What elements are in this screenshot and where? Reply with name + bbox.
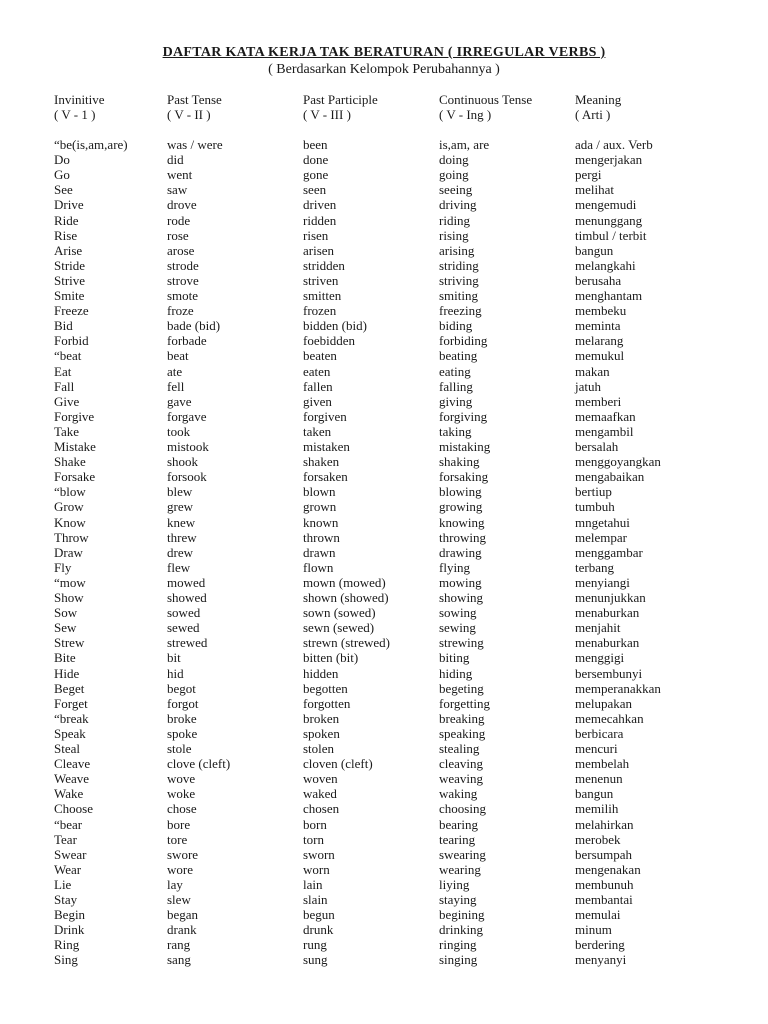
cell-infinitive: Forbid xyxy=(54,333,89,348)
cell-past-tense: drank xyxy=(167,922,197,937)
cell-meaning: menenun xyxy=(575,771,623,786)
cell-continuous-tense: begining xyxy=(439,907,485,922)
cell-meaning: melarang xyxy=(575,333,624,348)
cell-meaning: mengambil xyxy=(575,424,634,439)
cell-continuous-tense: swearing xyxy=(439,847,486,862)
cell-meaning: membeku xyxy=(575,303,627,318)
cell-infinitive: Begin xyxy=(54,907,86,922)
cell-past-participle: drunk xyxy=(303,922,334,937)
cell-past-participle: forsaken xyxy=(303,469,348,484)
cell-meaning: membunuh xyxy=(575,877,634,892)
cell-meaning: memulai xyxy=(575,907,621,922)
cell-past-participle: frozen xyxy=(303,303,337,318)
cell-infinitive: Swear xyxy=(54,847,87,862)
cell-meaning: mencuri xyxy=(575,741,618,756)
cell-meaning: melahirkan xyxy=(575,817,634,832)
cell-past-participle: spoken xyxy=(303,726,340,741)
cell-meaning: bangun xyxy=(575,786,614,801)
header-meaning-code: ( Arti ) xyxy=(575,107,611,122)
cell-continuous-tense: eating xyxy=(439,364,471,379)
cell-continuous-tense: forsaking xyxy=(439,469,489,484)
cell-continuous-tense: wearing xyxy=(439,862,481,877)
cell-past-tense: smote xyxy=(167,288,199,303)
cell-continuous-tense: biding xyxy=(439,318,473,333)
cell-meaning: pergi xyxy=(575,167,602,182)
cell-past-tense: forsook xyxy=(167,469,207,484)
cell-meaning: membelah xyxy=(575,756,630,771)
cell-past-tense: wove xyxy=(167,771,196,786)
cell-past-tense: spoke xyxy=(167,726,198,741)
cell-infinitive: Wake xyxy=(54,786,84,801)
cell-past-participle: risen xyxy=(303,228,329,243)
cell-infinitive: Drink xyxy=(54,922,85,937)
cell-past-participle: blown xyxy=(303,484,336,499)
cell-past-tense: shook xyxy=(167,454,199,469)
cell-infinitive: Grow xyxy=(54,499,84,514)
cell-meaning: meminta xyxy=(575,318,621,333)
cell-infinitive: Freeze xyxy=(54,303,89,318)
cell-past-tense: chose xyxy=(167,801,197,816)
cell-past-tense: saw xyxy=(167,182,188,197)
cell-past-participle: born xyxy=(303,817,327,832)
cell-meaning: timbul / terbit xyxy=(575,228,647,243)
cell-continuous-tense: drawing xyxy=(439,545,482,560)
cell-past-participle: torn xyxy=(303,832,324,847)
cell-past-tense: sowed xyxy=(167,605,201,620)
cell-infinitive: Rise xyxy=(54,228,78,243)
cell-past-tense: did xyxy=(167,152,184,167)
cell-infinitive: Fall xyxy=(54,379,75,394)
cell-continuous-tense: weaving xyxy=(439,771,484,786)
cell-past-tense: froze xyxy=(167,303,194,318)
header-infinitive-code: ( V - 1 ) xyxy=(54,107,96,122)
cell-continuous-tense: singing xyxy=(439,952,478,967)
cell-infinitive: Beget xyxy=(54,681,85,696)
cell-past-participle: begun xyxy=(303,907,335,922)
cell-continuous-tense: hiding xyxy=(439,666,473,681)
cell-past-tense: drew xyxy=(167,545,193,560)
cell-infinitive: “mow xyxy=(54,575,86,590)
header-continuous-tense-label: Continuous Tense xyxy=(439,92,533,107)
cell-continuous-tense: drinking xyxy=(439,922,484,937)
cell-past-participle: worn xyxy=(303,862,330,877)
cell-meaning: berusaha xyxy=(575,273,622,288)
cell-infinitive: See xyxy=(54,182,73,197)
cell-past-participle: fallen xyxy=(303,379,333,394)
cell-continuous-tense: rising xyxy=(439,228,469,243)
cell-past-participle: smitten xyxy=(303,288,342,303)
cell-past-tense: showed xyxy=(167,590,207,605)
cell-meaning: memecahkan xyxy=(575,711,644,726)
cell-infinitive: Arise xyxy=(54,243,83,258)
cell-past-participle: hidden xyxy=(303,666,339,681)
cell-infinitive: Throw xyxy=(54,530,89,545)
cell-meaning: makan xyxy=(575,364,610,379)
cell-past-participle: drawn xyxy=(303,545,336,560)
cell-continuous-tense: begeting xyxy=(439,681,484,696)
cell-past-participle: shown (showed) xyxy=(303,590,389,605)
cell-past-tense: stole xyxy=(167,741,192,756)
cell-infinitive: Sing xyxy=(54,952,78,967)
header-past-participle-label: Past Participle xyxy=(303,92,378,107)
cell-past-tense: rose xyxy=(167,228,189,243)
cell-continuous-tense: striving xyxy=(439,273,479,288)
cell-meaning: mengemudi xyxy=(575,197,637,212)
cell-continuous-tense: striding xyxy=(439,258,479,273)
cell-infinitive: Forget xyxy=(54,696,88,711)
cell-infinitive: Mistake xyxy=(54,439,96,454)
cell-continuous-tense: breaking xyxy=(439,711,485,726)
cell-past-tense: went xyxy=(167,167,193,182)
cell-infinitive: Tear xyxy=(54,832,77,847)
cell-infinitive: Shake xyxy=(54,454,86,469)
cell-meaning: memberi xyxy=(575,394,622,409)
cell-continuous-tense: showing xyxy=(439,590,484,605)
cell-meaning: melihat xyxy=(575,182,614,197)
cell-infinitive: Take xyxy=(54,424,80,439)
cell-continuous-tense: sewing xyxy=(439,620,476,635)
cell-past-tense: rang xyxy=(167,937,191,952)
cell-meaning: menyanyi xyxy=(575,952,627,967)
cell-meaning: mengenakan xyxy=(575,862,641,877)
cell-infinitive: “be(is,am,are) xyxy=(54,137,128,152)
cell-past-participle: gone xyxy=(303,167,329,182)
cell-infinitive: Bite xyxy=(54,650,76,665)
cell-continuous-tense: biting xyxy=(439,650,470,665)
cell-past-tense: strove xyxy=(167,273,199,288)
cell-meaning: mengabaikan xyxy=(575,469,645,484)
cell-infinitive: Hide xyxy=(54,666,80,681)
cell-past-participle: beaten xyxy=(303,348,337,363)
cell-past-tense: mowed xyxy=(167,575,206,590)
cell-past-tense: fell xyxy=(167,379,185,394)
cell-past-participle: striven xyxy=(303,273,339,288)
cell-past-participle: rung xyxy=(303,937,327,952)
cell-past-participle: flown xyxy=(303,560,334,575)
cell-continuous-tense: is,am, are xyxy=(439,137,490,152)
cell-continuous-tense: freezing xyxy=(439,303,482,318)
cell-infinitive: Eat xyxy=(54,364,72,379)
cell-past-participle: bitten (bit) xyxy=(303,650,359,665)
cell-infinitive: Give xyxy=(54,394,80,409)
cell-past-participle: stolen xyxy=(303,741,335,756)
cell-meaning: melempar xyxy=(575,530,627,545)
cell-past-tense: strode xyxy=(167,258,199,273)
cell-continuous-tense: bearing xyxy=(439,817,478,832)
cell-past-tense: strewed xyxy=(167,635,208,650)
cell-meaning: menggigi xyxy=(575,650,625,665)
cell-past-participle: arisen xyxy=(303,243,335,258)
cell-continuous-tense: speaking xyxy=(439,726,486,741)
cell-past-participle: mistaken xyxy=(303,439,350,454)
cell-meaning: menunggang xyxy=(575,213,643,228)
cell-past-tense: blew xyxy=(167,484,193,499)
cell-past-participle: sown (sowed) xyxy=(303,605,376,620)
cell-infinitive: Ride xyxy=(54,213,79,228)
cell-meaning: menjahit xyxy=(575,620,621,635)
cell-past-tense: wore xyxy=(167,862,193,877)
cell-past-participle: grown xyxy=(303,499,337,514)
cell-continuous-tense: liying xyxy=(439,877,470,892)
cell-infinitive: Ring xyxy=(54,937,80,952)
header-past-participle-code: ( V - III ) xyxy=(303,107,351,122)
cell-past-participle: given xyxy=(303,394,332,409)
cell-meaning: bersembunyi xyxy=(575,666,643,681)
cell-continuous-tense: choosing xyxy=(439,801,486,816)
cell-past-tense: drove xyxy=(167,197,197,212)
cell-meaning: bertiup xyxy=(575,484,612,499)
cell-past-tense: rode xyxy=(167,213,191,228)
cell-past-tense: knew xyxy=(167,515,196,530)
cell-meaning: menggambar xyxy=(575,545,643,560)
cell-past-tense: mistook xyxy=(167,439,209,454)
header-infinitive-label: Invinitive xyxy=(54,92,105,107)
cell-continuous-tense: strewing xyxy=(439,635,484,650)
header-past-tense-code: ( V - II ) xyxy=(167,107,211,122)
cell-infinitive: Bid xyxy=(54,318,73,333)
cell-meaning: berbicara xyxy=(575,726,624,741)
cell-past-tense: beat xyxy=(167,348,189,363)
cell-past-tense: woke xyxy=(167,786,196,801)
cell-infinitive: Stay xyxy=(54,892,78,907)
cell-infinitive: Strew xyxy=(54,635,85,650)
cell-meaning: bangun xyxy=(575,243,614,258)
cell-continuous-tense: giving xyxy=(439,394,473,409)
cell-continuous-tense: knowing xyxy=(439,515,485,530)
cell-past-participle: taken xyxy=(303,424,332,439)
cell-past-tense: hid xyxy=(167,666,184,681)
cell-continuous-tense: waking xyxy=(439,786,478,801)
cell-meaning: menyiangi xyxy=(575,575,630,590)
cell-past-participle: ridden xyxy=(303,213,337,228)
cell-past-tense: ate xyxy=(167,364,183,379)
cell-continuous-tense: smiting xyxy=(439,288,479,303)
cell-infinitive: Strive xyxy=(54,273,86,288)
cell-meaning: berdering xyxy=(575,937,625,952)
cell-infinitive: Sew xyxy=(54,620,77,635)
cell-meaning: menaburkan xyxy=(575,605,640,620)
cell-past-participle: eaten xyxy=(303,364,331,379)
header-meaning-label: Meaning xyxy=(575,92,622,107)
cell-meaning: bersalah xyxy=(575,439,619,454)
cell-past-participle: cloven (cleft) xyxy=(303,756,373,771)
cell-continuous-tense: ringing xyxy=(439,937,477,952)
cell-continuous-tense: stealing xyxy=(439,741,480,756)
cell-infinitive: “beat xyxy=(54,348,82,363)
cell-past-tense: forbade xyxy=(167,333,207,348)
cell-past-participle: done xyxy=(303,152,329,167)
cell-continuous-tense: tearing xyxy=(439,832,476,847)
cell-infinitive: Go xyxy=(54,167,70,182)
cell-past-participle: been xyxy=(303,137,328,152)
cell-continuous-tense: beating xyxy=(439,348,478,363)
cell-meaning: menghantam xyxy=(575,288,643,303)
cell-continuous-tense: mowing xyxy=(439,575,482,590)
header-past-tense-label: Past Tense xyxy=(167,92,222,107)
cell-past-tense: was / were xyxy=(167,137,223,152)
cell-meaning: jatuh xyxy=(575,379,601,394)
cell-meaning: memaafkan xyxy=(575,409,636,424)
cell-infinitive: Draw xyxy=(54,545,83,560)
cell-infinitive: Know xyxy=(54,515,86,530)
cell-past-participle: sewn (sewed) xyxy=(303,620,375,635)
cell-continuous-tense: doing xyxy=(439,152,469,167)
cell-past-tense: forgot xyxy=(167,696,199,711)
cell-past-participle: known xyxy=(303,515,339,530)
cell-continuous-tense: flying xyxy=(439,560,471,575)
cell-past-tense: broke xyxy=(167,711,197,726)
cell-meaning: bersumpah xyxy=(575,847,633,862)
cell-continuous-tense: mistaking xyxy=(439,439,491,454)
cell-past-participle: broken xyxy=(303,711,340,726)
cell-infinitive: Do xyxy=(54,152,70,167)
cell-past-participle: shaken xyxy=(303,454,340,469)
cell-past-participle: lain xyxy=(303,877,323,892)
cell-past-tense: bit xyxy=(167,650,181,665)
cell-past-participle: mown (mowed) xyxy=(303,575,386,590)
cell-infinitive: Fly xyxy=(54,560,72,575)
cell-past-tense: flew xyxy=(167,560,191,575)
cell-past-tense: threw xyxy=(167,530,197,545)
cell-infinitive: “break xyxy=(54,711,89,726)
cell-meaning: tumbuh xyxy=(575,499,615,514)
cell-past-participle: waked xyxy=(303,786,337,801)
cell-past-tense: lay xyxy=(167,877,183,892)
cell-past-participle: sung xyxy=(303,952,328,967)
cell-past-participle: driven xyxy=(303,197,337,212)
cell-past-tense: grew xyxy=(167,499,193,514)
cell-past-tense: forgave xyxy=(167,409,207,424)
cell-meaning: membantai xyxy=(575,892,633,907)
cell-continuous-tense: driving xyxy=(439,197,477,212)
cell-meaning: menunjukkan xyxy=(575,590,646,605)
cell-past-tense: arose xyxy=(167,243,195,258)
cell-past-tense: sewed xyxy=(167,620,200,635)
cell-past-tense: took xyxy=(167,424,191,439)
cell-infinitive: Speak xyxy=(54,726,86,741)
cell-infinitive: Drive xyxy=(54,197,84,212)
cell-continuous-tense: staying xyxy=(439,892,477,907)
cell-meaning: ada / aux. Verb xyxy=(575,137,653,152)
cell-infinitive: Lie xyxy=(54,877,72,892)
cell-continuous-tense: taking xyxy=(439,424,472,439)
cell-continuous-tense: going xyxy=(439,167,469,182)
cell-past-participle: forgotten xyxy=(303,696,351,711)
cell-meaning: memukul xyxy=(575,348,625,363)
cell-infinitive: Steal xyxy=(54,741,80,756)
header-continuous-tense-code: ( V - Ing ) xyxy=(439,107,492,122)
cell-infinitive: Sow xyxy=(54,605,78,620)
cell-continuous-tense: forgetting xyxy=(439,696,491,711)
cell-infinitive: “bear xyxy=(54,817,83,832)
cell-continuous-tense: throwing xyxy=(439,530,486,545)
cell-meaning: melupakan xyxy=(575,696,633,711)
cell-meaning: menaburkan xyxy=(575,635,640,650)
document-subtitle: ( Berdasarkan Kelompok Perubahannya ) xyxy=(268,62,500,77)
cell-meaning: memperanakkan xyxy=(575,681,661,696)
cell-past-participle: forgiven xyxy=(303,409,347,424)
cell-past-participle: thrown xyxy=(303,530,340,545)
cell-past-tense: bade (bid) xyxy=(167,318,221,333)
cell-infinitive: Forsake xyxy=(54,469,96,484)
cell-past-tense: swore xyxy=(167,847,199,862)
cell-continuous-tense: cleaving xyxy=(439,756,484,771)
cell-infinitive: Show xyxy=(54,590,84,605)
cell-meaning: minum xyxy=(575,922,612,937)
cell-past-participle: sworn xyxy=(303,847,335,862)
cell-past-tense: began xyxy=(167,907,199,922)
cell-infinitive: “blow xyxy=(54,484,86,499)
cell-continuous-tense: blowing xyxy=(439,484,482,499)
cell-past-tense: slew xyxy=(167,892,191,907)
cell-meaning: mngetahui xyxy=(575,515,630,530)
cell-past-participle: strewn (strewed) xyxy=(303,635,390,650)
cell-infinitive: Forgive xyxy=(54,409,95,424)
cell-continuous-tense: arising xyxy=(439,243,475,258)
cell-meaning: merobek xyxy=(575,832,621,847)
cell-past-tense: tore xyxy=(167,832,188,847)
cell-past-participle: bidden (bid) xyxy=(303,318,367,333)
cell-past-participle: foebidden xyxy=(303,333,355,348)
cell-meaning: mengerjakan xyxy=(575,152,643,167)
cell-continuous-tense: sowing xyxy=(439,605,477,620)
cell-continuous-tense: seeing xyxy=(439,182,473,197)
cell-continuous-tense: growing xyxy=(439,499,483,514)
cell-meaning: terbang xyxy=(575,560,614,575)
cell-past-participle: stridden xyxy=(303,258,345,273)
cell-past-tense: sang xyxy=(167,952,191,967)
cell-past-tense: gave xyxy=(167,394,192,409)
cell-continuous-tense: shaking xyxy=(439,454,480,469)
cell-past-participle: seen xyxy=(303,182,327,197)
cell-infinitive: Stride xyxy=(54,258,86,273)
cell-past-participle: slain xyxy=(303,892,328,907)
cell-meaning: menggoyangkan xyxy=(575,454,661,469)
cell-infinitive: Weave xyxy=(54,771,90,786)
cell-continuous-tense: riding xyxy=(439,213,471,228)
cell-past-tense: begot xyxy=(167,681,196,696)
cell-past-tense: clove (cleft) xyxy=(167,756,231,771)
cell-past-participle: chosen xyxy=(303,801,340,816)
cell-past-participle: woven xyxy=(303,771,338,786)
document-title: DAFTAR KATA KERJA TAK BERATURAN ( IRREGULAR VERBS ) xyxy=(162,45,606,60)
cell-meaning: melangkahi xyxy=(575,258,636,273)
cell-past-participle: begotten xyxy=(303,681,348,696)
cell-infinitive: Wear xyxy=(54,862,82,877)
cell-infinitive: Cleave xyxy=(54,756,91,771)
cell-infinitive: Smite xyxy=(54,288,85,303)
cell-infinitive: Choose xyxy=(54,801,93,816)
cell-continuous-tense: falling xyxy=(439,379,473,394)
cell-continuous-tense: forbiding xyxy=(439,333,488,348)
cell-meaning: memilih xyxy=(575,801,619,816)
cell-past-tense: bore xyxy=(167,817,191,832)
cell-continuous-tense: forgiving xyxy=(439,409,488,424)
